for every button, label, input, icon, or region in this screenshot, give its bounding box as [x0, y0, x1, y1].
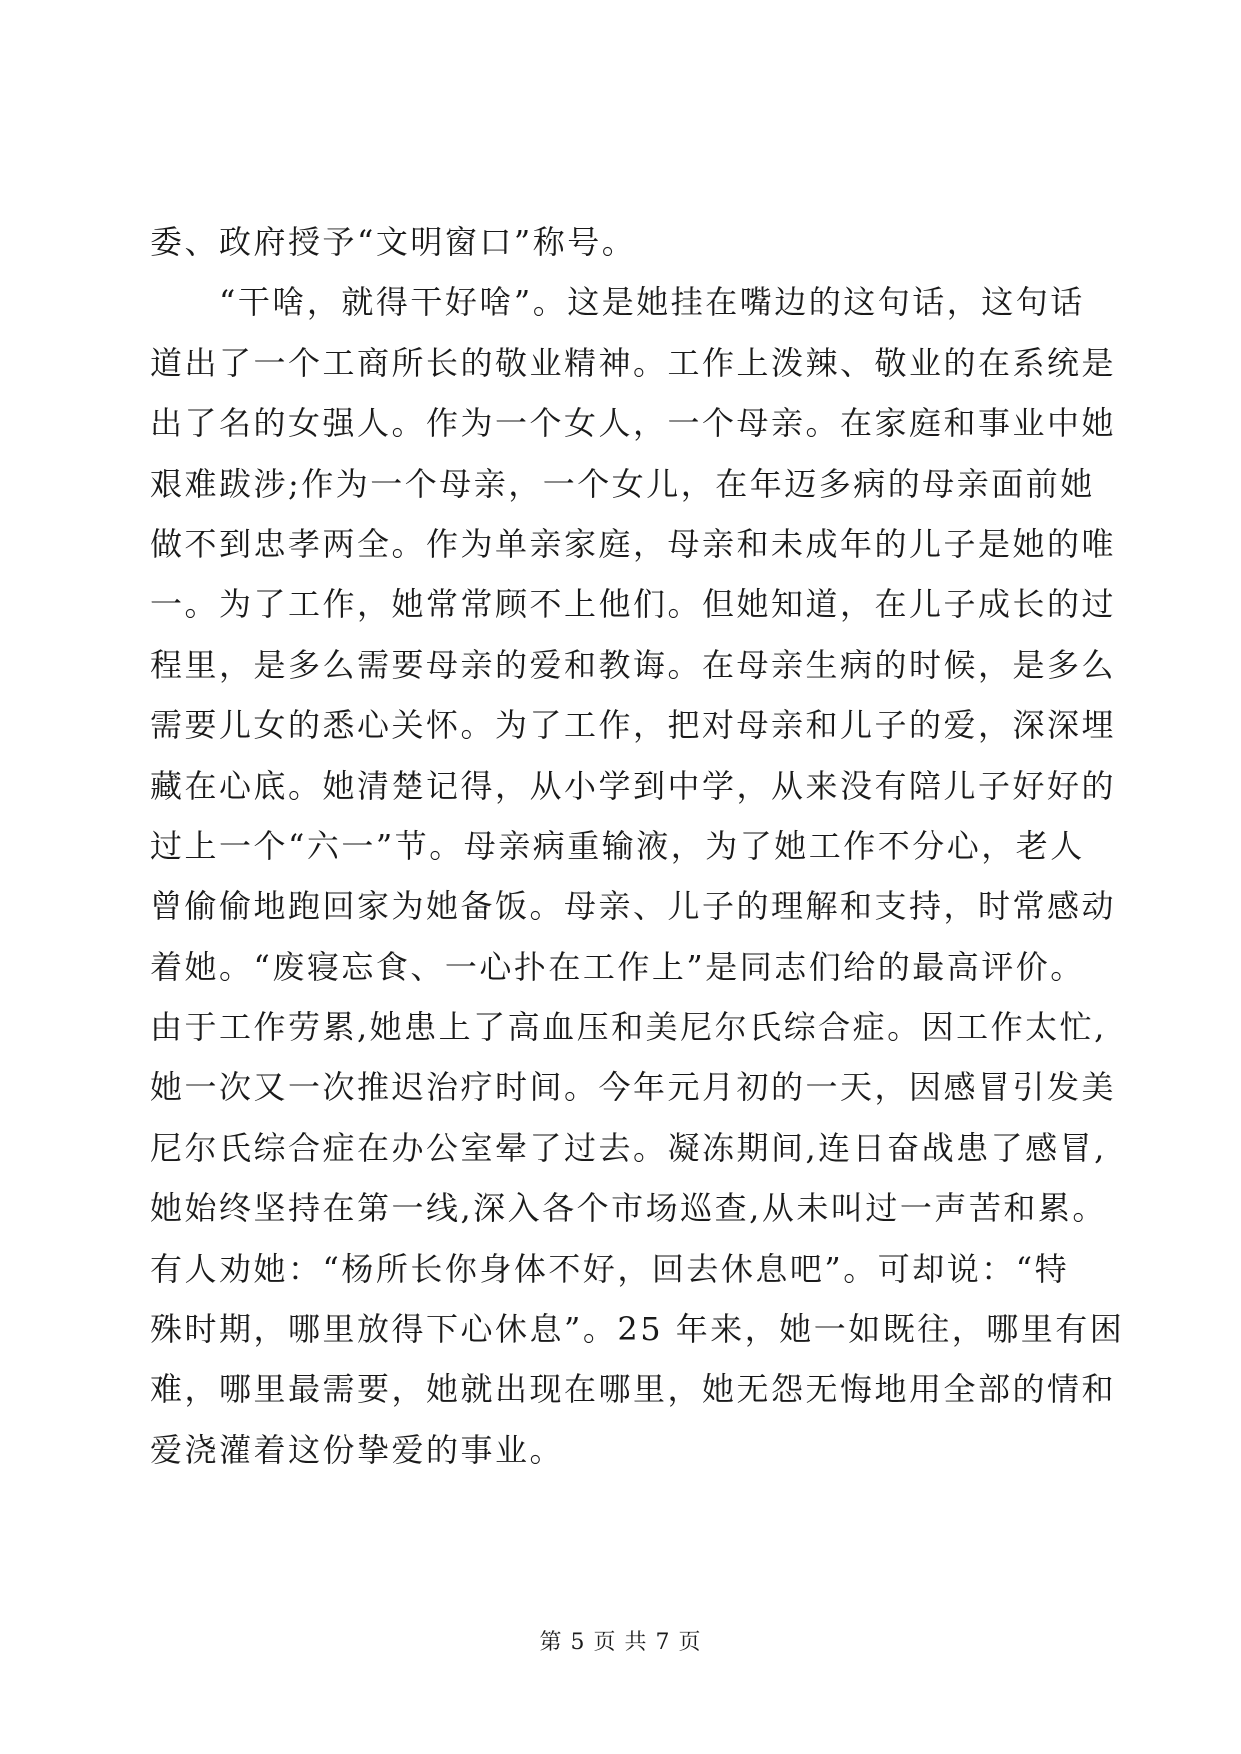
text-line: 做不到忠孝两全。作为单亲家庭，母亲和未成年的儿子是她的唯: [150, 524, 1117, 563]
text-line: 委、政府授予“文明窗口”称号。: [150, 223, 637, 261]
text-line: 需要儿女的悉心关怀。为了工作，把对母亲和儿子的爱，深深埋: [150, 706, 1117, 745]
body-text: [150, 212, 1125, 1480]
text-line: 她一次又一次推迟治疗时间。今年元月初的一天，因感冒引发美: [150, 1068, 1117, 1107]
text-line: 有人劝她：“杨所长你身体不好，回去休息吧”。可却说：“特: [150, 1249, 1070, 1288]
text-line: 难，哪里最需要，她就出现在哪里，她无怨无悔地用全部的情和: [150, 1370, 1117, 1409]
text-line: “干啥，就得干好啥”。这是她挂在嘴边的这句话，这句话: [150, 283, 1085, 322]
text-line: 程里，是多么需要母亲的爱和教诲。在母亲生病的时候，是多么: [150, 645, 1117, 684]
text-line: 出了名的女强人。作为一个女人，一个母亲。在家庭和事业中她: [150, 404, 1117, 443]
text-line: 爱浇灌着这份挚爱的事业。: [150, 1430, 565, 1469]
text-line: 藏在心底。她清楚记得，从小学到中学，从来没有陪儿子好好的: [150, 766, 1117, 805]
text-line: 由于工作劳累,她患上了高血压和美尼尔氏综合症。因工作太忙,: [150, 1008, 1107, 1047]
text-line: 过上一个“六一”节。母亲病重输液，为了她工作不分心，老人: [150, 826, 1085, 865]
text-line: 曾偷偷地跑回家为她备饭。母亲、儿子的理解和支持，时常感动: [150, 887, 1117, 926]
text-line: 着她。“废寝忘食、一心扑在工作上”是同志们给的最高评价。: [150, 947, 1085, 986]
page-number-footer: 第 5 页 共 7 页: [539, 1630, 702, 1655]
text-line: 她始终坚持在第一线,深入各个市场巡查,从未叫过一声苦和累。: [150, 1189, 1107, 1228]
text-line: 殊时期，哪里放得下心休息”。25 年来，她一如既往，哪里有困: [150, 1310, 1125, 1349]
text-line: 道出了一个工商所长的敬业精神。工作上泼辣、敬业的在系统是: [150, 343, 1117, 382]
text-line: 尼尔氏综合症在办公室晕了过去。凝冻期间,连日奋战患了感冒,: [150, 1128, 1107, 1167]
text-line: 艰难跋涉;作为一个母亲，一个女儿，在年迈多病的母亲面前她: [150, 464, 1095, 503]
text-line: 一。为了工作，她常常顾不上他们。但她知道，在儿子成长的过: [150, 585, 1117, 624]
